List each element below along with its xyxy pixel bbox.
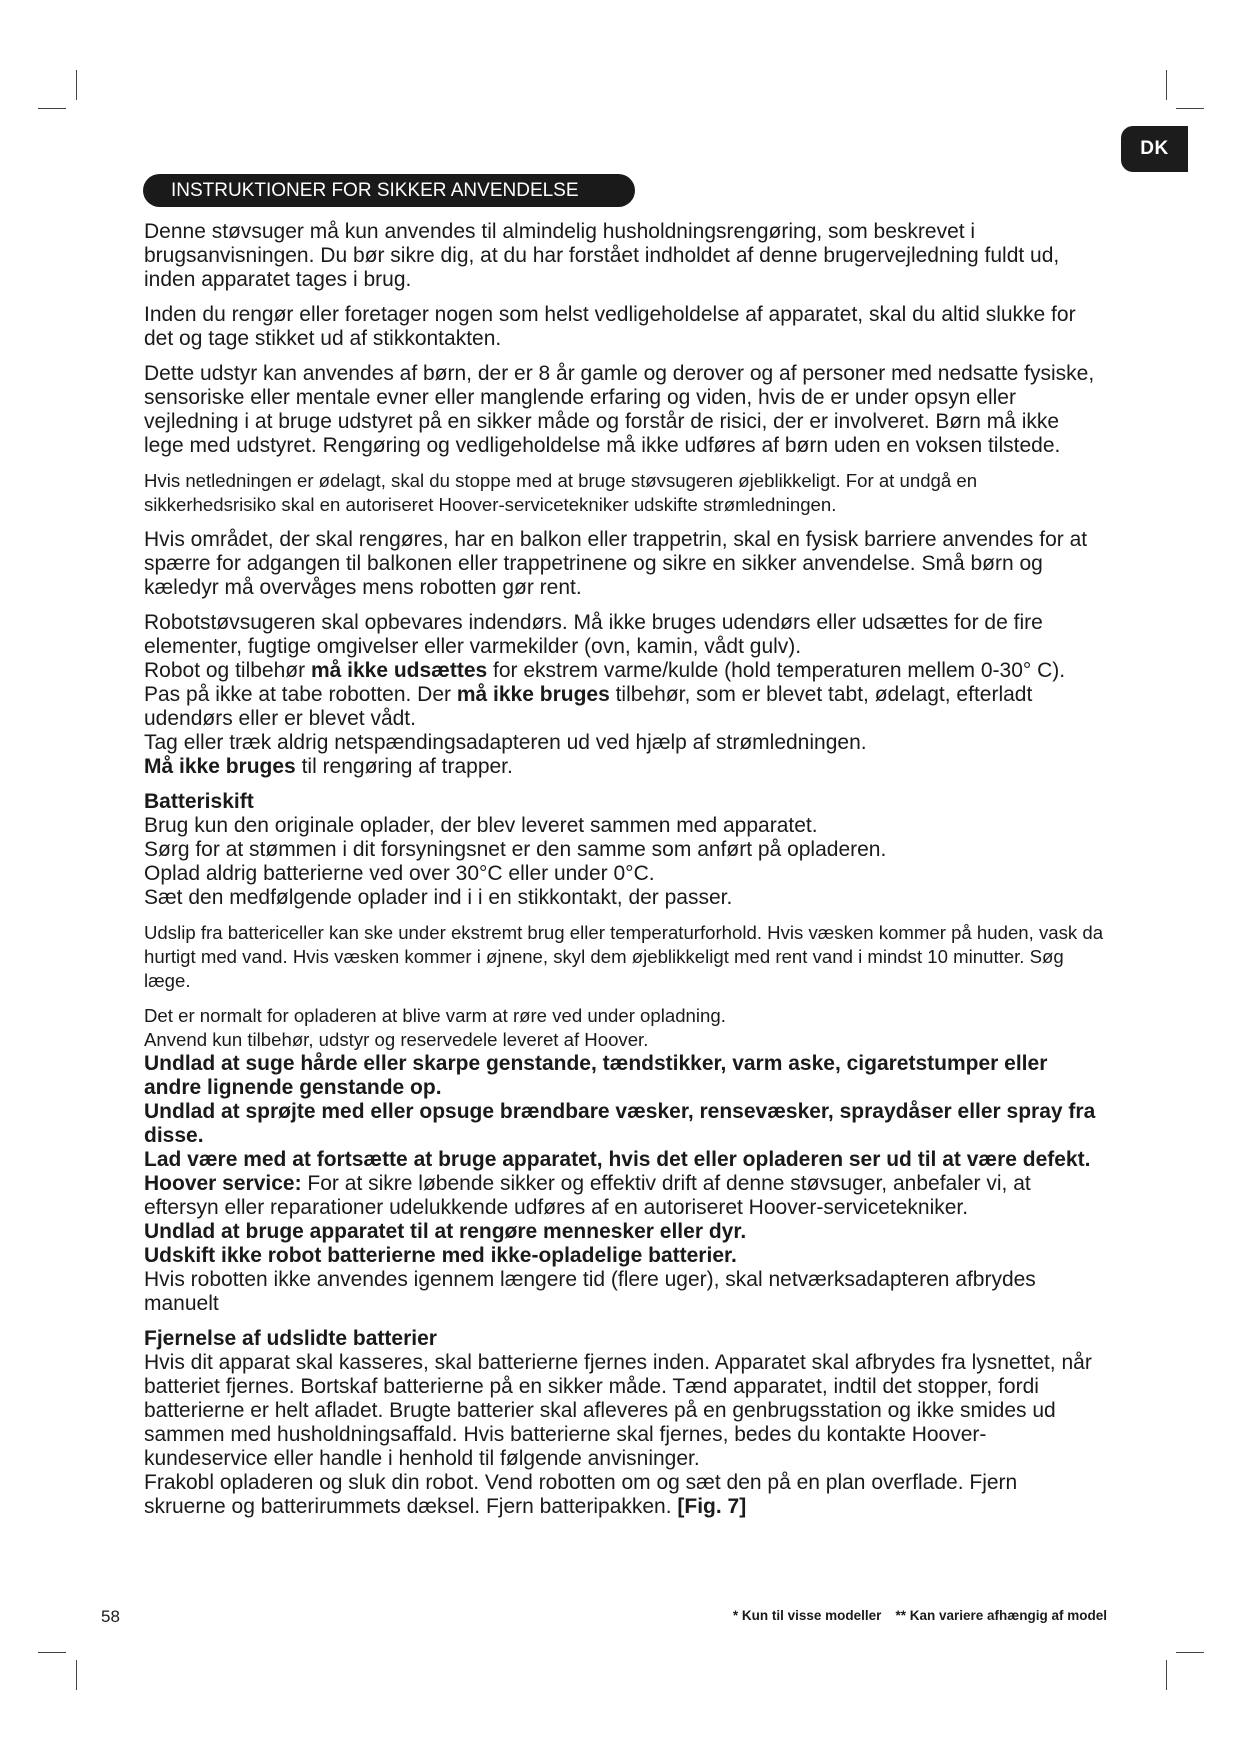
paragraph-drop	[144, 683, 1104, 731]
footnotes	[733, 1608, 1107, 1623]
text-fragment: For at sikre løbende sikker og effektiv drift af denne støvsuger, anbefaler vi, at eftersyn eller reparationer udelukkende udføres af en autoriseret Hoover-servicetekniker.	[144, 1172, 1031, 1219]
paragraph-charge-temperature: Oplad aldrig batterierne ved over 30°C eller under 0°C.	[144, 862, 655, 885]
paragraph-sharp-objects: Undlad at suge hårde eller skarpe genstande, tændstikker, varm aske, cigaretstumper eller andre lignende genstande op.	[144, 1052, 1048, 1099]
paragraph-intended-use: Denne støvsuger må kun anvendes til almindelig husholdningsrengøring, som beskrevet i brugsanvisningen. Du bør sikre dig, at du har forstået indholdet af denne brugervejledning fuldt ud, inden apparatet tages i brug.	[144, 220, 1060, 291]
paragraph-non-rechargeable: Udskift ikke robot batterierne med ikke-opladelige batterier.	[144, 1244, 737, 1267]
crop-mark-bottom-right-h	[1176, 1652, 1204, 1653]
paragraph-indoor-storage: Robotstøvsugeren skal opbevares indendørs. Må ikke bruges udendørs eller udsættes for de fire elementer, fugtige omgivelser eller varmekilder (ovn, kamin, vådt gulv).	[144, 611, 1043, 658]
crop-mark-bottom-left-v	[76, 1660, 77, 1690]
crop-mark-bottom-right-v	[1166, 1660, 1167, 1690]
paragraph-flammable: Undlad at sprøjte med eller opsuge brændbare væsker, rensevæsker, spraydåser eller spray fra disse.	[144, 1100, 1096, 1147]
heading-battery-replacement: Batteriskift	[144, 790, 254, 813]
crop-mark-bottom-left-h	[38, 1652, 66, 1653]
paragraph-defect: Lad være med at fortsætte at bruge apparatet, hvis det eller opladeren ser ud til at være defekt.	[144, 1148, 1091, 1171]
paragraph-adapter: Tag eller træk aldrig netspændingsadapteren ud ved hjælp af strømledningen.	[144, 731, 867, 754]
paragraph-leakage: Udslip fra battericeller kan ske under ekstremt brug eller temperaturforhold. Hvis væsken kommer på huden, vask da hurtigt med vand. Hvis væsken kommer i øjnene, skyl dem øjeblikkeligt med rent vand i mindst 10 minutter. Søg læge.	[144, 922, 1104, 991]
paragraph-accessories: Anvend kun tilbehør, udstyr og reservedele leveret af Hoover.	[144, 1029, 649, 1050]
crop-mark-top-left-v	[76, 70, 77, 100]
paragraph-stairs	[144, 755, 1104, 779]
text-fragment: tilbehør, som er blevet tabt, ødelagt, efterladt udendørs eller er blevet vådt.	[144, 683, 1033, 730]
crop-mark-top-left-h	[38, 108, 66, 109]
text-fragment: for ekstrem varme/kulde (hold temperaturen mellem 0-30° C).	[487, 659, 1066, 682]
paragraph-temperature	[144, 659, 1104, 683]
text-fragment: Frakobl opladeren og sluk din robot. Vend robotten om og sæt den på en plan overflade. Fjern skruerne og batterirummets dæksel. Fjern batteripakken.	[144, 1471, 1018, 1518]
paragraph-long-idle: Hvis robotten ikke anvendes igennem længere tid (flere uger), skal netværksadapteren afbrydes manuelt	[144, 1268, 1036, 1315]
page-number: 58	[101, 1607, 120, 1626]
emphasis-text: Hoover service:	[144, 1172, 302, 1195]
paragraph-disposal: Hvis dit apparat skal kasseres, skal batterierne fjernes inden. Apparatet skal afbrydes fra lysnettet, når batteriet fjernes. Bortskaf batterierne på en sikker måde. Tænd apparatet, indtil det stopper, fordi batterierne er helt afladet. Brugte batterier skal afleveres på en genbrugsstation og ikke smides ud sammen med husholdningsaffald. Hvis batterierne skal fjernes, bedes du kontakte Hoover-kundeservice eller handle i henhold til følgende anvisninger.	[144, 1351, 1092, 1470]
paragraph-remove-pack	[144, 1471, 1104, 1519]
document-body	[144, 220, 1104, 1519]
figure-reference: [Fig. 7]	[677, 1495, 747, 1518]
text-fragment: til rengøring af trapper.	[295, 755, 513, 778]
section-title: INSTRUKTIONER FOR SIKKER ANVENDELSE	[143, 174, 635, 207]
paragraph-charger-warm: Det er normalt for opladeren at blive varm at røre ved under opladning.	[144, 1005, 726, 1026]
emphasis-text: Må ikke bruges	[144, 755, 296, 778]
language-tab: DK	[1121, 126, 1188, 172]
footnote-variation: ** Kan variere afhængig af model	[895, 1608, 1107, 1623]
paragraph-socket: Sæt den medfølgende oplader ind i i en stikkontakt, der passer.	[144, 886, 733, 909]
paragraph-power-cord: Hvis netledningen er ødelagt, skal du stoppe med at bruge støvsugeren øjeblikkeligt. For at undgå en sikkerhedsrisiko skal en autoriseret Hoover-servicetekniker udskifte strømledningen.	[144, 470, 978, 515]
text-fragment: Robot og tilbehør	[144, 659, 311, 682]
text-fragment: Pas på ikke at tabe robotten. Der	[144, 683, 457, 706]
crop-mark-top-right-h	[1176, 108, 1204, 109]
paragraph-people-animals: Undlad at bruge apparatet til at rengøre mennesker eller dyr.	[144, 1220, 747, 1243]
paragraph-unplug: Inden du rengør eller foretager nogen som helst vedligeholdelse af apparatet, skal du altid slukke for det og tage stikket ud af stikkontakten.	[144, 303, 1076, 350]
paragraph-hoover-service	[144, 1172, 1104, 1220]
emphasis-text: må ikke udsættes	[310, 659, 488, 682]
paragraph-voltage: Sørg for at stømmen i dit forsyningsnet er den samme som anført på opladeren.	[144, 838, 887, 861]
paragraph-balcony: Hvis området, der skal rengøres, har en balkon eller trappetrin, skal en fysisk barriere anvendes for at spærre for adgangen til balkonen eller trappetrinene og sikre en sikker anvendelse. Små børn og kæledyr må overvåges mens robotten gør rent.	[144, 528, 1088, 599]
paragraph-original-charger: Brug kun den originale oplader, der blev leveret sammen med apparatet.	[144, 814, 818, 837]
paragraph-children: Dette udstyr kan anvendes af børn, der er 8 år gamle og derover og af personer med nedsatte fysiske, sensoriske eller mentale evner eller manglende erfaring og viden, hvis de er under opsyn eller vejledning i at bruge udstyret på en sikker måde og forstår de risici, der er involveret. Børn må ikke lege med udstyret. Rengøring og vedligeholdelse må ikke udføres af børn uden en voksen tilstede.	[144, 362, 1095, 457]
heading-battery-removal: Fjernelse af udslidte batterier	[144, 1327, 437, 1350]
footnote-models: * Kun til visse modeller	[732, 1608, 882, 1623]
emphasis-text: må ikke bruges	[456, 683, 610, 706]
crop-mark-top-right-v	[1166, 70, 1167, 100]
